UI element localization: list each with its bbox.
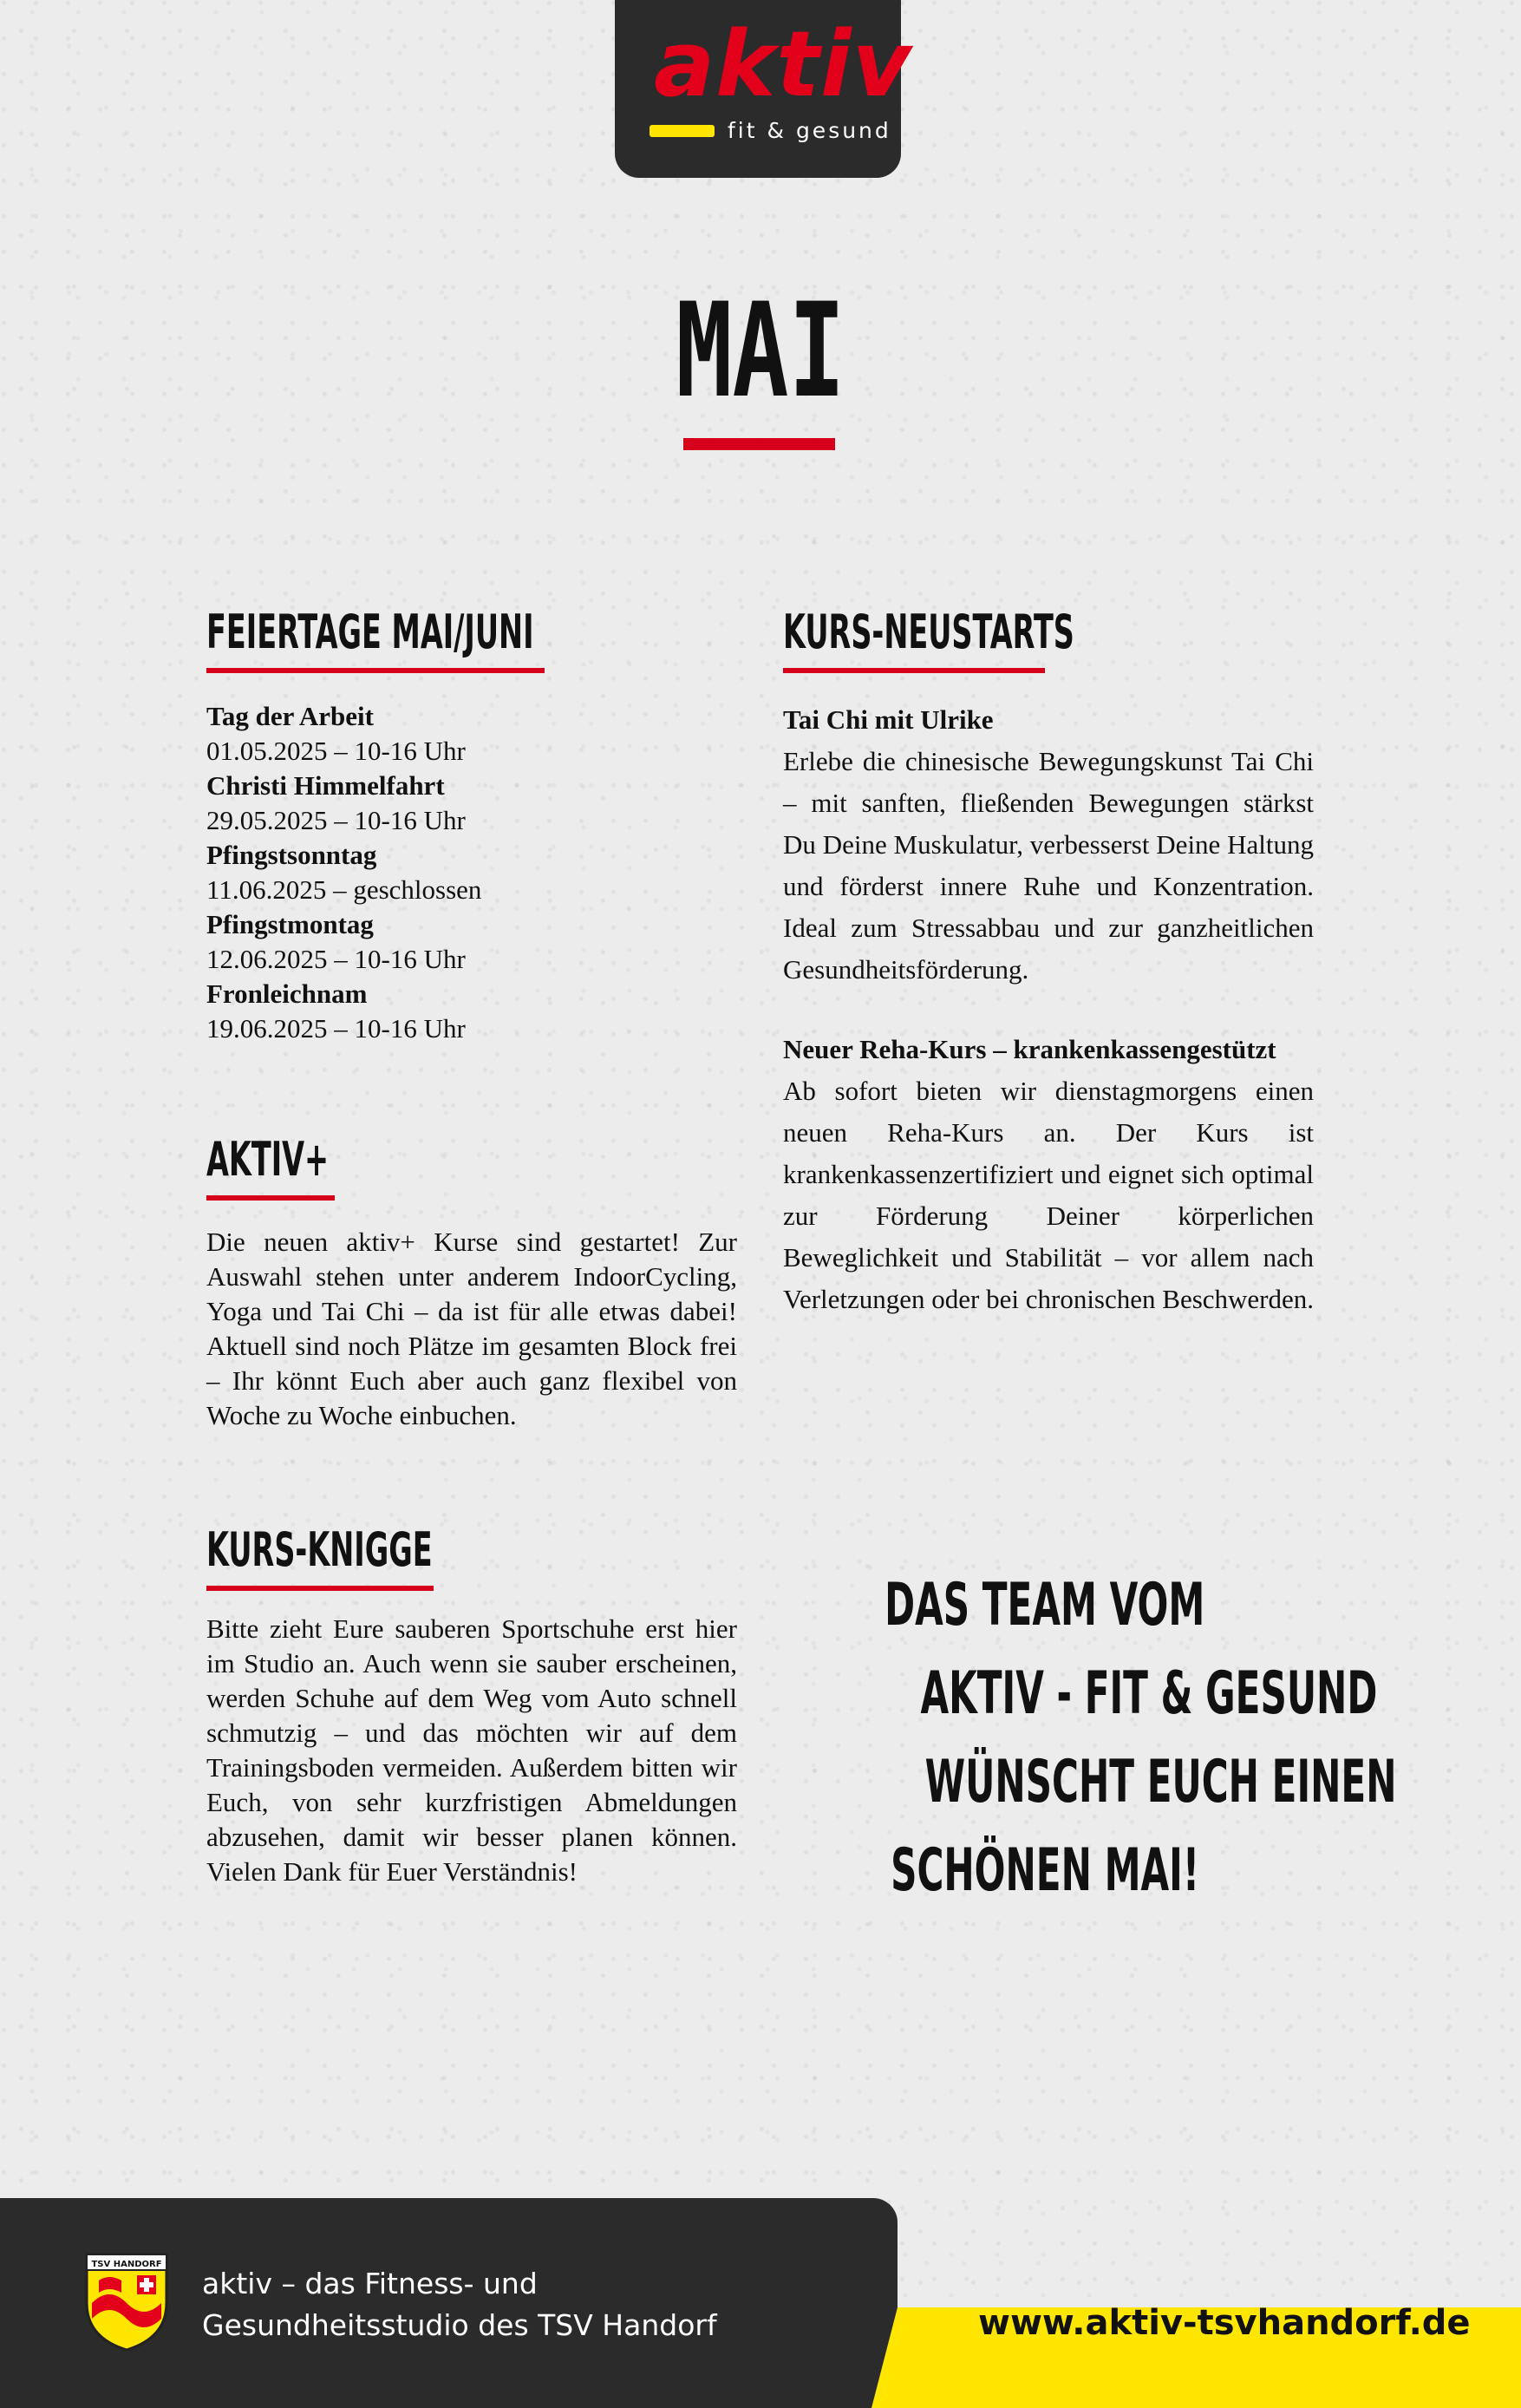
feiertage-heading: FEIERTAGE MAI/JUNI: [206, 605, 534, 659]
footer-line-2: Gesundheitsstudio des TSV Handorf: [202, 2308, 717, 2342]
title-underline: [683, 438, 835, 450]
page-title: MAI: [676, 276, 845, 427]
holiday-item: Fronleichnam 19.06.2025 – 10-16 Uhr: [206, 978, 466, 1044]
logo-yellow-bar: [650, 125, 715, 137]
logo: [615, 0, 912, 178]
closing-message: [780, 1561, 1397, 1915]
course2: [783, 1029, 1314, 1320]
closing-line: DAS TEAM VOM: [885, 1571, 1205, 1639]
tsv-crest-icon: [83, 2251, 170, 2353]
neustarts-underline: [783, 668, 1045, 673]
closing-line: AKTIV - FIT & GESUND: [920, 1659, 1378, 1728]
svg-text:TSV HANDORF: TSV HANDORF: [91, 2260, 162, 2269]
holiday-item: Pfingstmontag 12.06.2025 – 10-16 Uhr: [206, 909, 466, 974]
logo-tagline: fit & gesund: [728, 118, 891, 143]
footer-line-1: aktiv – das Fitness- und: [202, 2267, 538, 2300]
holiday-item: Christi Himmelfahrt 29.05.2025 – 10-16 Uhr: [206, 770, 466, 835]
knigge-heading: KURS-KNIGGE: [206, 1522, 433, 1577]
holiday-list: [206, 699, 744, 1046]
website-link[interactable]: www.aktiv-tsvhandorf.de: [978, 2303, 1471, 2343]
course1-title: Tai Chi mit Ulrike: [783, 704, 994, 735]
aktivplus-heading: AKTIV+: [206, 1132, 330, 1187]
feiertage-underline: [206, 668, 545, 673]
footer-description: [202, 2263, 717, 2346]
knigge-text: Bitte zieht Eure sauberen Sportschuhe erst hier im Studio an. Auch wenn sie sauber erscheinen, werden Schuhe auf dem Weg vom Auto schnell schmutzig – und das möchten wir auf dem Trainingsboden vermeiden. Außerdem bitten wir Euch, von sehr kurzfristigen Abmeldungen abzusehen, damit wir besser planen können. Vielen Dank für Euer Verständnis!: [206, 1613, 737, 1887]
course1-text: Erlebe die chinesische Bewegungskunst Tai Chi – mit sanften, fließenden Bewegungen stärkst Du Deine Muskulatur, verbesserst Deine Haltung und förderst innere Ruhe und Konzentration. Ideal zum Stressabbau und zur ganzheitlichen Gesundheitsförderung.: [783, 746, 1314, 985]
closing-line: WÜNSCHT EUCH EINEN: [924, 1748, 1397, 1816]
closing-line: SCHÖNEN MAI!: [891, 1836, 1199, 1905]
neustarts-heading: KURS-NEUSTARTS: [783, 605, 1074, 659]
aktivplus-underline: [206, 1195, 335, 1201]
course2-text: Ab sofort bieten wir dienstagmorgens einen neuen Reha-Kurs an. Der Kurs ist krankenkassenzertifiziert und eignet sich optimal zur Förderung Deiner körperlichen Beweglichkeit und Stabilität – vor allem nach Verletzungen oder bei chronischen Beschwerden.: [783, 1076, 1315, 1314]
aktivplus-text: Die neuen aktiv+ Kurse sind gestartet! Zur Auswahl stehen unter anderem IndoorCycling, Yoga und Tai Chi – da ist für alle etwas dabei! Aktuell sind noch Plätze im gesamten Block frei – Ihr könnt Euch aber auch ganz flexibel von Woche zu Woche einbuchen.: [206, 1227, 737, 1430]
holiday-item: Tag der Arbeit 01.05.2025 – 10-16 Uhr: [206, 701, 466, 766]
holiday-item: Pfingstsonntag 11.06.2025 – geschlossen: [206, 840, 482, 905]
course1: [783, 699, 1314, 991]
logo-wordmark: aktiv: [654, 11, 912, 117]
knigge-underline: [206, 1586, 434, 1591]
course2-title: Neuer Reha-Kurs – krankenkassengestützt: [783, 1034, 1276, 1064]
